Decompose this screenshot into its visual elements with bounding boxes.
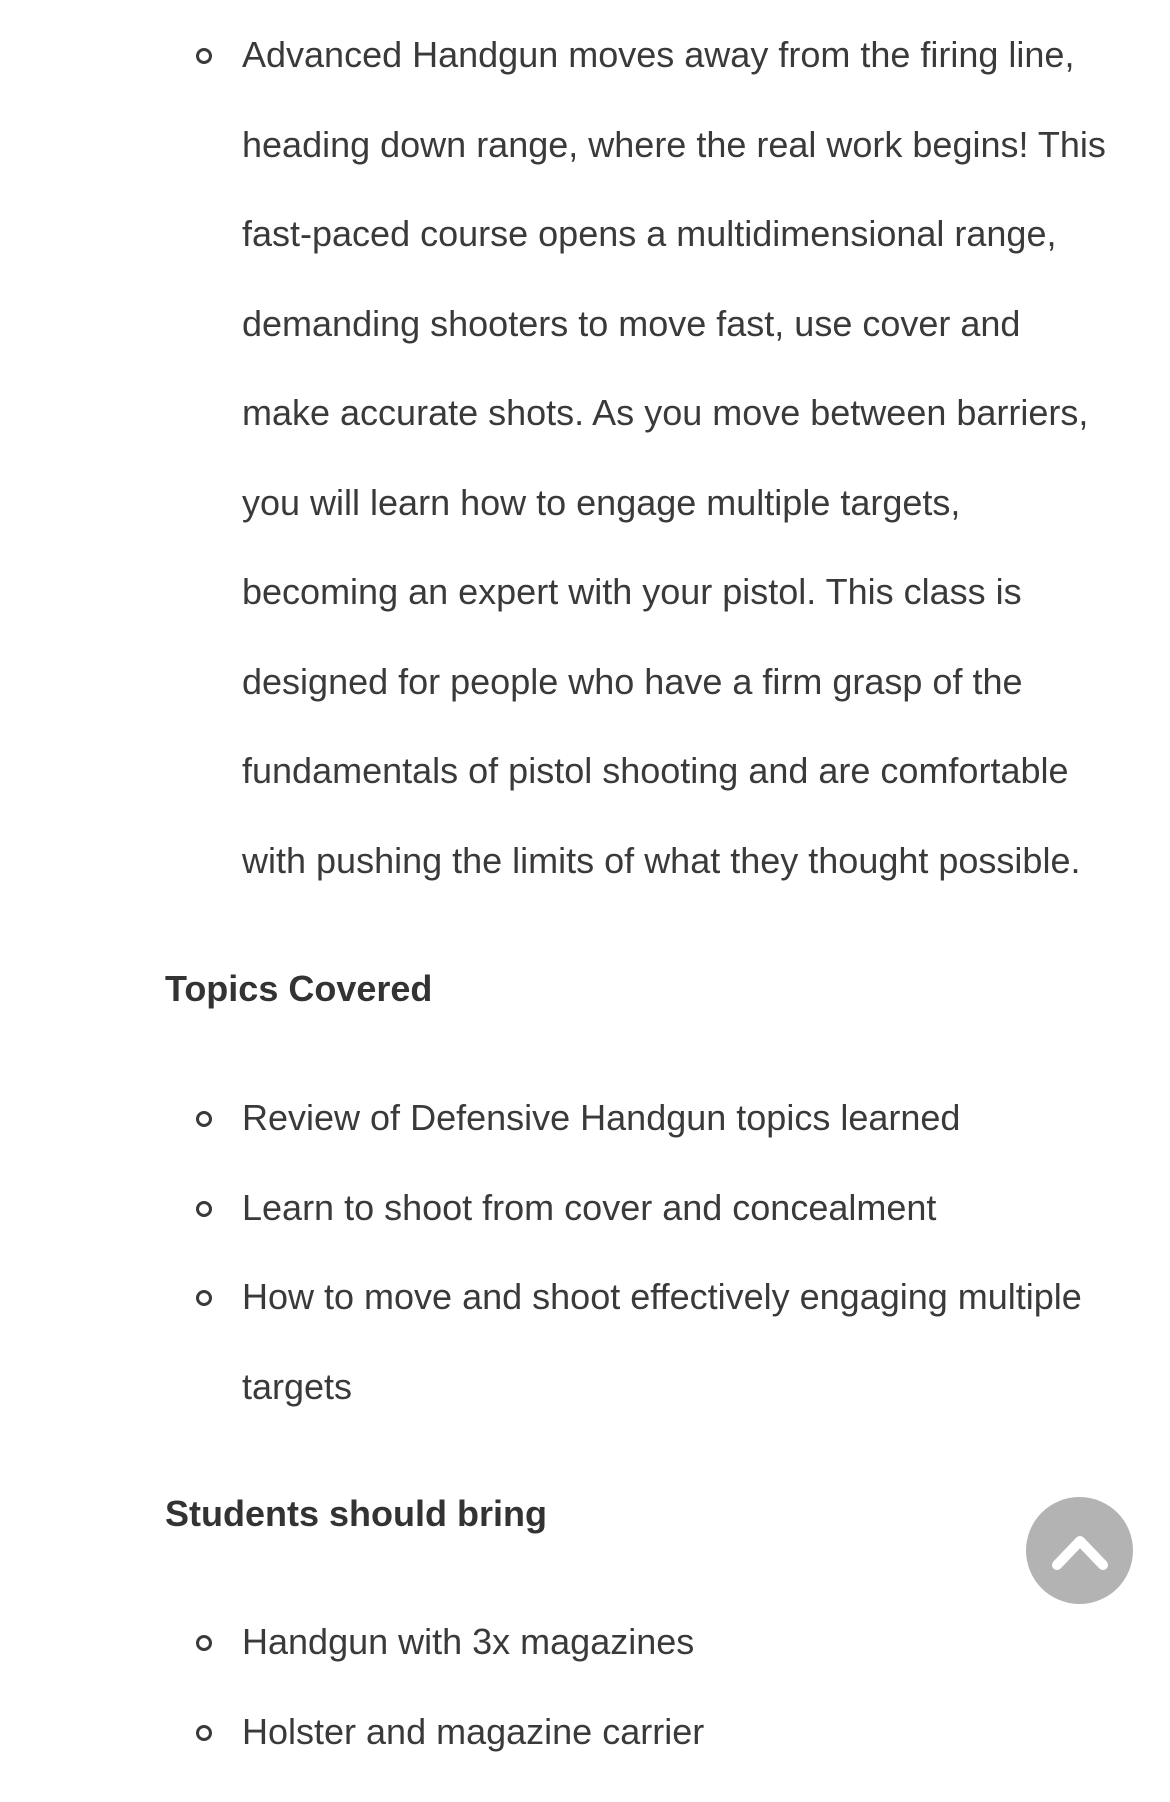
- list-item-text: Review of Defensive Handgun topics learned: [242, 1097, 961, 1138]
- list-item: [0, 1252, 1170, 1431]
- list-item: [0, 1163, 1170, 1253]
- list-item-text: Learn to shoot from cover and concealment: [242, 1186, 937, 1228]
- list-item: [0, 10, 1170, 905]
- circle-bullet-icon: [196, 1635, 212, 1651]
- list-item-text: Holster and magazine carrier: [242, 1710, 705, 1752]
- circle-bullet-icon: [196, 1290, 212, 1306]
- list-item: [0, 1073, 1170, 1163]
- students-should-bring-heading: Students should bring: [165, 1493, 547, 1534]
- topics-covered-heading: Topics Covered: [165, 968, 433, 1009]
- chevron-up-icon: [1049, 1531, 1111, 1571]
- circle-bullet-icon: [196, 1111, 212, 1127]
- course-description-list: [0, 10, 1170, 905]
- circle-bullet-icon: [196, 48, 212, 64]
- bring-list: [0, 1597, 1170, 1776]
- circle-bullet-icon: [196, 1725, 212, 1741]
- list-item-text: Handgun with 3x magazines: [242, 1621, 695, 1662]
- list-item: [0, 1687, 1170, 1777]
- circle-bullet-icon: [196, 1201, 212, 1217]
- list-item: [0, 1597, 1170, 1687]
- scroll-to-top-button[interactable]: [1026, 1497, 1133, 1604]
- topics-list: [0, 1073, 1170, 1431]
- list-item-text: How to move and shoot effectively engaging multiple targets: [242, 1276, 1082, 1407]
- list-item-text: Advanced Handgun moves away from the firing line, heading down range, where the real work begins! This fast-paced course opens a multidimensional range, demanding shooters to move fast, use cover and make accurate shots. As you move between barriers, you will learn how to engage multiple targets, becoming an expert with your pistol. This class is designed for people who have a firm grasp of the fundamentals of pistol shooting and are comfortable with pushing the limits of what they thought possible.: [242, 34, 1106, 881]
